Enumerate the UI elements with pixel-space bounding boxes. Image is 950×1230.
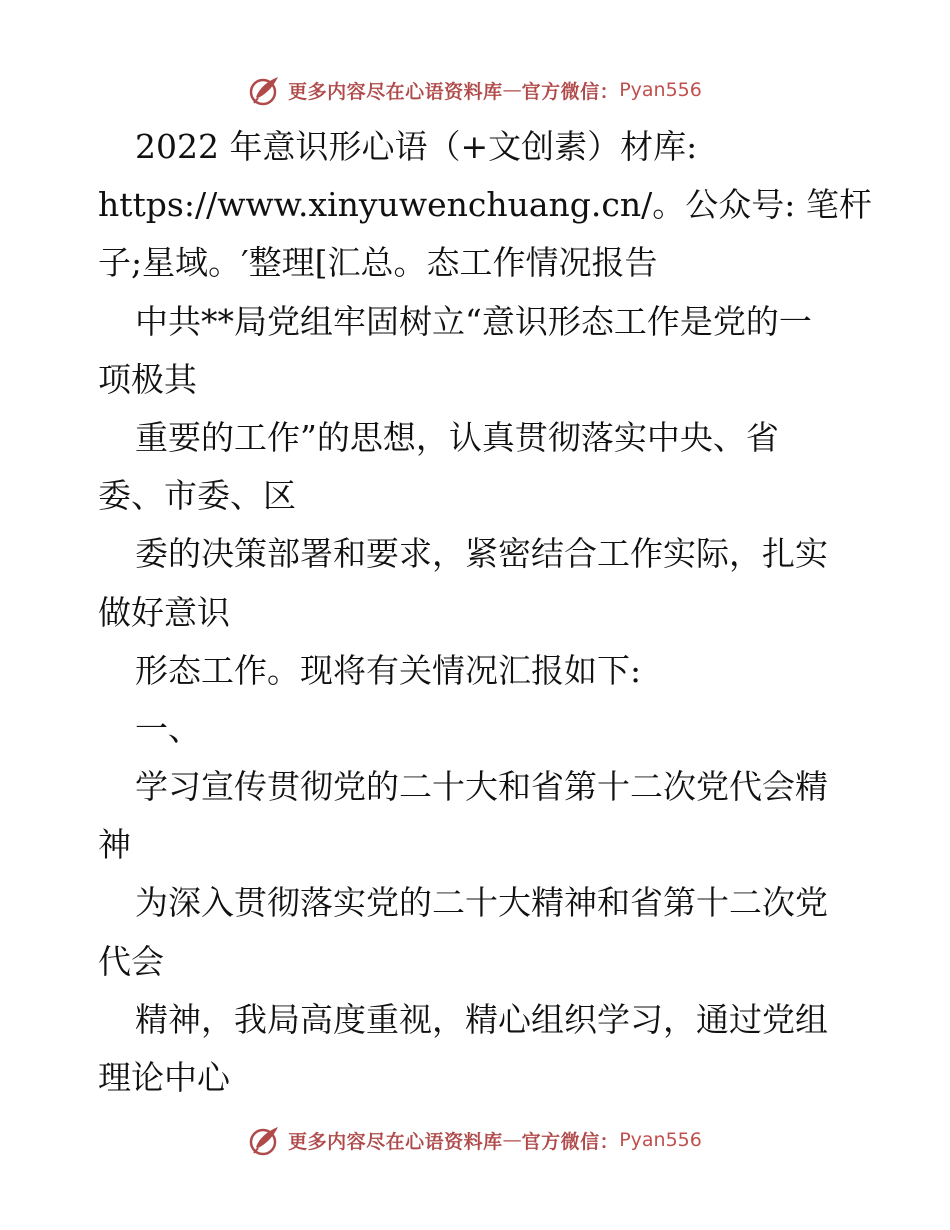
- section-heading: 学习宣传贯彻党的二十大和省第十二次党代会精: [135, 767, 828, 807]
- body-line: 委、市委、区: [98, 476, 296, 516]
- section-number: 一、: [135, 708, 201, 748]
- header-banner-separator: —: [502, 79, 522, 101]
- body-line: 精神，我局高度重视，精心组织学习，通过党组: [135, 999, 828, 1039]
- body-line: 委的决策部署和要求，紧密结合工作实际，扎实: [135, 534, 828, 574]
- body-line: 子;星域。′整理[汇总。态工作情况报告: [98, 243, 658, 283]
- section-heading-cont: 神: [98, 825, 131, 865]
- footer-banner-official: 官方微信：: [521, 1130, 620, 1153]
- body-line: 项极其: [98, 359, 197, 399]
- body-line: 形态工作。现将有关情况汇报如下:: [135, 650, 642, 690]
- header-banner: [0, 70, 950, 110]
- body-line: 做好意识: [98, 592, 230, 632]
- body-line: 代会: [98, 941, 164, 981]
- footer-banner: [0, 1120, 950, 1160]
- body-line: 理论中心: [98, 1058, 230, 1097]
- footer-banner-wechat-id: Pyan556: [619, 1129, 702, 1151]
- body-line: https://www.xinyuwenchuang.cn/。公众号: 笔杆: [98, 185, 872, 225]
- header-banner-text: 更多内容尽在心语资料库: [288, 80, 503, 103]
- body-line: 2022 年意识形心语（+文创素）材库:: [135, 127, 698, 166]
- document-body: [98, 118, 872, 1107]
- body-line: 中共**局党组牢固树立“意识形态工作是党的一: [135, 301, 812, 341]
- header-banner-official: 官方微信：: [521, 80, 620, 103]
- footer-banner-separator: —: [502, 1129, 522, 1151]
- footer-banner-text: 更多内容尽在心语资料库: [288, 1130, 503, 1153]
- quill-logo-icon: [248, 73, 282, 107]
- quill-logo-icon: [248, 1123, 282, 1157]
- header-banner-wechat-id: Pyan556: [619, 79, 702, 101]
- body-line: 重要的工作”的思想，认真贯彻落实中央、省: [135, 417, 779, 457]
- body-line: 为深入贯彻落实党的二十大精神和省第十二次党: [135, 883, 828, 923]
